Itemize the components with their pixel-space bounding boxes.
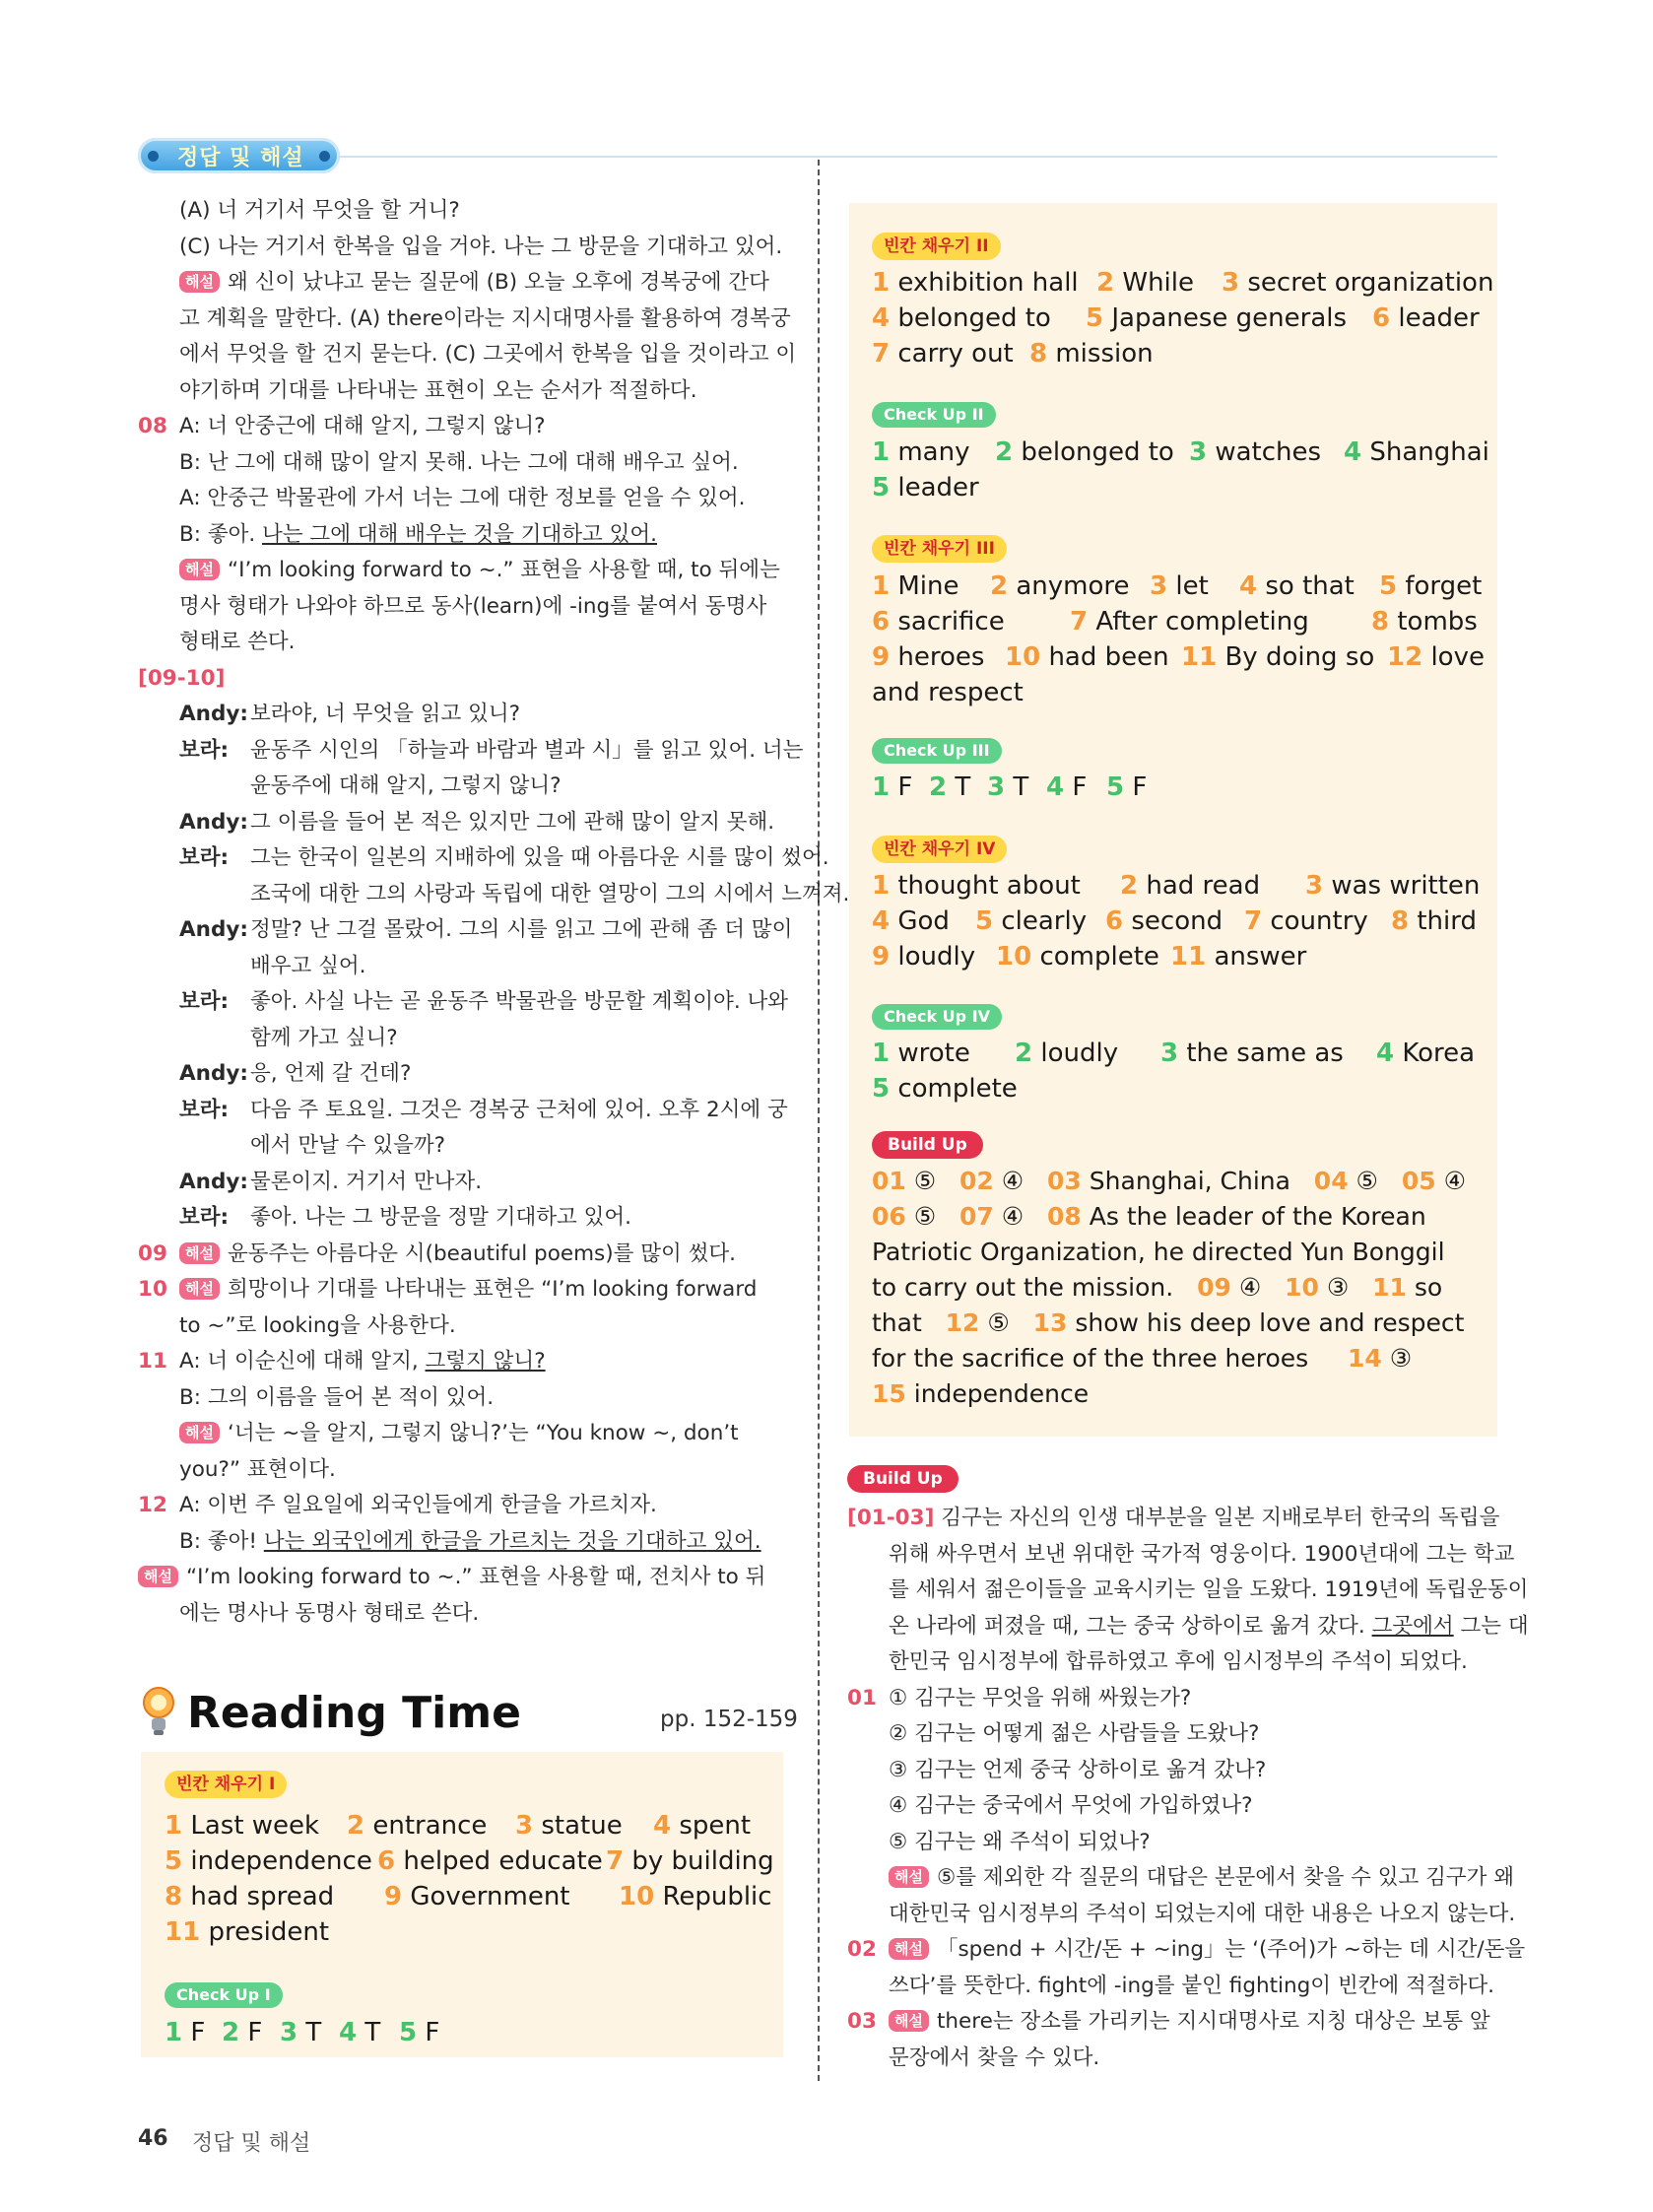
answer-item: 4 Shanghai: [1344, 437, 1489, 467]
text-line: 윤동주 시인의 「하늘과 바람과 별과 시」를 읽고 있어. 너는: [250, 737, 804, 763]
build-up-badge: Build Up: [872, 1131, 983, 1159]
text-line: A: 이번 주 일요일에 외국인들에게 한글을 가르치자.: [179, 1493, 657, 1517]
text-line: 다음 주 토요일. 그것은 경복궁 근처에 있어. 오후 2시에 궁: [250, 1097, 788, 1122]
blank-fill-badge-2: 빈칸 채우기 II: [872, 233, 1001, 260]
underlined-text: 그곳에서: [1371, 1613, 1454, 1639]
answer-item: 5 F: [1106, 772, 1148, 802]
answer-item: 5 clearly: [975, 906, 1088, 936]
answer-item: 2 F: [222, 2018, 263, 2047]
answer-item: 6 leader: [1372, 303, 1480, 333]
question-number: 12: [138, 1493, 167, 1517]
answer-item: 7 carry out: [872, 339, 1014, 369]
text-line: 대한민국 임시정부의 주석이 되었는지에 대한 내용은 나오지 않는다.: [889, 1901, 1516, 1926]
lightbulb-icon: [141, 1685, 176, 1738]
text-line: 정말? 난 그걸 몰랐어. 그의 시를 읽고 그에 관해 좀 더 많이: [250, 917, 793, 942]
answer-item: 11 answer: [1170, 942, 1307, 972]
answer-item: 5 Japanese generals: [1086, 303, 1348, 333]
text-line: B: 난 그에 대해 많이 알지 못해. 나는 그에 대해 배우고 싶어.: [179, 449, 739, 475]
underlined-text: 그렇지 않니?: [425, 1349, 546, 1374]
answer-item: 5 leader: [872, 473, 979, 503]
answer-item: 9 Government: [384, 1882, 570, 1911]
answer-item: 9 loudly: [872, 942, 976, 972]
question-number: 10: [138, 1277, 167, 1302]
section-header-title: 정답 및 해설: [177, 146, 304, 170]
answer-item: 2 belonged to: [995, 437, 1174, 467]
text-line: (A) 너 거기서 무엇을 할 거니?: [179, 198, 460, 223]
text-line: 「spend + 시간/돈 + ~ing」는 ‘(주어)가 ~하는 데 시간/돈을: [936, 1937, 1526, 1962]
text-line: ① 김구는 무엇을 위해 싸웠는가?: [889, 1685, 1192, 1710]
blank-fill-badge-4: 빈칸 채우기 IV: [872, 836, 1007, 863]
build-up-row-7: 15 independence: [872, 1379, 1090, 1408]
speaker-label: 보라:: [179, 737, 230, 763]
answer-item: 2 While: [1096, 268, 1194, 298]
answer-item: 4 belonged to: [872, 303, 1051, 333]
answer-item: 11 president: [165, 1917, 330, 1947]
answer-item: 5 complete: [872, 1074, 1018, 1104]
answer-item: 8 third: [1391, 906, 1477, 936]
answer-item: 3 T: [280, 2018, 322, 2047]
text-line: ‘너는 ~을 알지, 그렇지 않니?’는 “You know ~, don’t: [227, 1421, 739, 1445]
column-divider: [818, 160, 820, 2081]
text-line: 에는 명사나 동명사 형태로 쓴다.: [179, 1600, 480, 1626]
answer-item: 5 forget: [1379, 571, 1483, 601]
text-line: “I’m looking forward to ~.” 표현을 사용할 때, 전치사 to 뒤: [185, 1565, 766, 1589]
answer-item: 3 T: [987, 772, 1029, 802]
answer-item: 1 exhibition hall: [872, 268, 1079, 298]
text-line: 배우고 싶어.: [250, 953, 366, 978]
build-up-row-4: to carry out the mission. 09 ④ 10 ③ 11 so: [872, 1273, 1443, 1302]
header-rule: [325, 156, 1497, 158]
answer-item: 3 let: [1150, 571, 1209, 601]
build-up-row-3: Patriotic Organization, he directed Yun Bonggil: [872, 1238, 1445, 1266]
text-line: A: 너 이순신에 대해 알지,: [179, 1349, 426, 1374]
build-up-row-5: that 12 ⑤ 13 show his deep love and respect: [872, 1308, 1465, 1337]
speaker-label: Andy:: [179, 809, 248, 835]
explanation-tag: 해설: [179, 1278, 220, 1300]
answer-item: 5 independence: [165, 1846, 372, 1876]
answer-item: 6 helped educate: [377, 1846, 603, 1876]
text-line: 온 나라에 퍼졌을 때, 그는 중국 상하이로 옮겨 갔다.: [889, 1613, 1372, 1639]
text-line: 에서 만날 수 있을까?: [250, 1133, 446, 1158]
text-line: B: 좋아.: [179, 521, 263, 547]
check-up-badge-4: Check Up IV: [872, 1004, 1002, 1030]
text-line: 김구는 자신의 인생 대부분을 일본 지배로부터 한국의 독립을: [941, 1506, 1500, 1530]
text-line: 를 세워서 젊은이들을 교육시키는 일을 도왔다. 1919년에 독립운동이: [889, 1577, 1529, 1602]
speaker-label: Andy:: [179, 1169, 248, 1194]
question-number: 11: [138, 1349, 167, 1374]
text-line: 명사 형태가 나와야 하므로 동사(learn)에 -ing를 붙여서 동명사: [179, 593, 767, 619]
speaker-label: Andy:: [179, 1061, 248, 1086]
left-column-explanations: [138, 193, 850, 1632]
text-line: 조국에 대한 그의 사랑과 독립에 대한 열망이 그의 시에서 느껴져.: [250, 881, 850, 906]
underlined-text: 나는 그에 대해 배우는 것을 기대하고 있어.: [262, 521, 657, 547]
text-line: 야기하며 기대를 나타내는 표현이 오는 순서가 적절하다.: [179, 377, 697, 403]
text-line: to ~”로 looking을 사용한다.: [179, 1312, 456, 1338]
text-line: 형태로 쓴다.: [179, 630, 296, 654]
answer-item: 3 secret organization: [1222, 268, 1494, 298]
text-line: there는 장소를 가리키는 지시대명사로 지칭 대상은 보통 앞: [936, 2009, 1490, 2034]
question-range: [09-10]: [138, 665, 226, 691]
answer-item: 3 watches: [1189, 437, 1322, 467]
explanation-tag: 해설: [179, 271, 220, 293]
answer-item: 10 complete: [996, 942, 1159, 972]
footer-label: 정답 및 해설: [192, 2131, 311, 2156]
reading-time-title: Reading Time: [187, 1688, 521, 1738]
build-up-row-2: 06 ⑤ 07 ④ 08 As the leader of the Korean: [872, 1202, 1426, 1231]
answer-item: 9 heroes: [872, 642, 985, 672]
explanation-tag: 해설: [889, 1866, 929, 1888]
answer-item: 3 the same as: [1160, 1039, 1344, 1068]
build-up-badge-2: Build Up: [847, 1465, 959, 1493]
answer-item: 4 Korea: [1376, 1039, 1476, 1068]
text-line: ④ 김구는 중국에서 무엇에 가입하였나?: [889, 1793, 1253, 1818]
page-number: 46: [138, 2126, 168, 2151]
explanation-tag: 해설: [889, 2010, 929, 2032]
answer-item: 3 was written: [1305, 871, 1481, 901]
explanation-tag: 해설: [179, 1422, 220, 1443]
text-line: ③ 김구는 언제 중국 상하이로 옮겨 갔나?: [889, 1757, 1267, 1782]
check-up-badge-3: Check Up III: [872, 738, 1002, 764]
text-line: you?” 표현이다.: [179, 1456, 336, 1482]
text-line: B: 그의 이름을 들어 본 적이 있어.: [179, 1384, 495, 1410]
blank-fill-badge-3: 빈칸 채우기 III: [872, 535, 1007, 563]
question-number: 08: [138, 414, 167, 438]
underlined-text: 나는 외국인에게 한글을 가르치는 것을 기대하고 있어.: [263, 1528, 761, 1554]
text-line: 그 이름을 들어 본 적은 있지만 그에 관해 많이 알지 못해.: [250, 809, 775, 835]
check-up-badge-1: Check Up I: [165, 1982, 283, 2008]
answer-item: 8 had spread: [165, 1882, 335, 1911]
build-up-row-6: for the sacrifice of the three heroes 14 ③: [872, 1344, 1413, 1373]
question-range: [01-03]: [847, 1506, 935, 1530]
answer-item: 1 Last week: [165, 1811, 320, 1841]
reading-time-pages: pp. 152-159: [660, 1707, 798, 1732]
blank-fill-badge-1: 빈칸 채우기 I: [165, 1771, 287, 1798]
answer-item: 1 thought about: [872, 871, 1081, 901]
answer-item: 10 Republic: [619, 1882, 772, 1911]
answer-item: 7 After completing: [1070, 607, 1309, 637]
text-line: ⑤를 제외한 각 질문의 대답은 본문에서 찾을 수 있고 김구가 왜: [936, 1865, 1515, 1890]
answer-item: 6 second: [1105, 906, 1223, 936]
speaker-label: Andy:: [179, 702, 248, 726]
answer-item: 4 God: [872, 906, 950, 936]
build-up-row-1: 01 ⑤ 02 ④ 03 Shanghai, China 04 ⑤ 05 ④: [872, 1167, 1466, 1195]
text-line: 문장에서 찾을 수 있다.: [889, 2044, 1100, 2070]
text-line: 윤동주에 대해 알지, 그렇지 않니?: [250, 773, 562, 798]
text-line: 희망이나 기대를 나타내는 표현은 “I’m looking forward: [227, 1277, 758, 1302]
answer-item: 10 had been: [1005, 642, 1169, 672]
answer-item: 2 had read: [1120, 871, 1261, 901]
answer-item: 2 loudly: [1015, 1039, 1119, 1068]
answer-item: 5 F: [399, 2018, 440, 2047]
question-number: 03: [847, 2009, 877, 2034]
answer-item: 8 tombs: [1371, 607, 1478, 637]
text-line: ⑤ 김구는 왜 주석이 되었나?: [889, 1829, 1151, 1854]
question-number: 01: [847, 1685, 877, 1710]
answer-item: 12 love: [1387, 642, 1485, 672]
answer-item: 1 many: [872, 437, 970, 467]
answer-item: 6 sacrifice: [872, 607, 1005, 637]
speaker-label: 보라:: [179, 989, 230, 1014]
text-line: A: 너 안중근에 대해 알지, 그렇지 않니?: [179, 414, 546, 438]
text-line: 왜 신이 났냐고 묻는 질문에 (B) 오늘 오후에 경복궁에 간다: [227, 270, 769, 295]
answer-item: 7 country: [1244, 906, 1368, 936]
answer-item: 1 wrote: [872, 1039, 970, 1068]
speaker-label: 보라:: [179, 1097, 230, 1122]
answer-item: 1 F: [872, 772, 913, 802]
text-line: 응, 언제 갈 건데?: [250, 1061, 412, 1086]
text-line: 그는 대: [1453, 1613, 1529, 1639]
text-line: 에서 무엇을 할 건지 묻는다. (C) 그곳에서 한복을 입을 것이라고 이: [179, 342, 797, 367]
answer-item: 4 F: [1046, 772, 1088, 802]
answer-item: 7 by building: [606, 1846, 774, 1876]
text-line: 함께 가고 싶니?: [250, 1025, 398, 1050]
answer-item: 3 statue: [515, 1811, 623, 1841]
answer-item: 2 entrance: [347, 1811, 488, 1841]
right-column-explanations: [847, 1501, 1529, 2076]
text-line: 좋아. 사실 나는 곧 윤동주 박물관을 방문할 계획이야. 나와: [250, 989, 789, 1014]
check-up-badge-2: Check Up II: [872, 402, 996, 428]
text-line: 고 계획을 말한다. (A) there이라는 지시대명사를 활용하여 경복궁: [179, 305, 791, 331]
text-line: 물론이지. 거기서 만나자.: [250, 1169, 483, 1194]
answer-item: 1 F: [165, 2018, 206, 2047]
text-line: 보라야, 너 무엇을 읽고 있니?: [250, 702, 521, 726]
answer-item: 1 Mine: [872, 571, 959, 601]
answer-item: 11 By doing so: [1181, 642, 1375, 672]
answer-item: and respect: [872, 678, 1024, 707]
speaker-label: Andy:: [179, 917, 248, 942]
answer-item: 4 T: [339, 2018, 381, 2047]
answer-item: 4 spent: [653, 1811, 752, 1841]
bullet-dot-icon: [148, 151, 159, 162]
text-line: 윤동주는 아름다운 시(beautiful poems)를 많이 썼다.: [227, 1240, 736, 1266]
explanation-tag: 해설: [889, 1938, 929, 1960]
text-line: 쓰다’를 뜻한다. fight에 -ing를 붙인 fighting이 빈칸에 적절하다.: [889, 1973, 1494, 1998]
text-line: “I’m looking forward to ~.” 표현을 사용할 때, to 뒤에는: [227, 558, 780, 582]
explanation-tag: 해설: [179, 1242, 220, 1264]
answer-item: 4 so that: [1239, 571, 1355, 601]
text-line: ② 김구는 어떻게 젊은 사람들을 도왔나?: [889, 1721, 1260, 1746]
speaker-label: 보라:: [179, 845, 230, 870]
answer-item: 2 anymore: [990, 571, 1130, 601]
explanation-tag: 해설: [138, 1566, 178, 1587]
answer-item: 2 T: [929, 772, 971, 802]
text-line: 좋아. 나는 그 방문을 정말 기대하고 있어.: [250, 1205, 631, 1230]
text-line: 그는 한국이 일본의 지배하에 있을 때 아름다운 시를 많이 썼어.: [250, 845, 829, 870]
question-number: 09: [138, 1240, 167, 1266]
text-line: 위해 싸우면서 보낸 위대한 국가적 영웅이다. 1900년대에 그는 학교: [889, 1541, 1515, 1567]
speaker-label: 보라:: [179, 1205, 230, 1230]
section-header-badge: [138, 138, 340, 173]
text-line: 한민국 임시정부에 합류하였고 후에 임시정부의 주석이 되었다.: [889, 1649, 1468, 1674]
bullet-dot-icon: [319, 151, 330, 162]
text-line: (C) 나는 거기서 한복을 입을 거야. 나는 그 방문을 기대하고 있어.: [179, 234, 783, 259]
text-line: B: 좋아!: [179, 1528, 264, 1554]
explanation-tag: 해설: [179, 559, 220, 580]
question-number: 02: [847, 1937, 877, 1962]
text-line: A: 안중근 박물관에 가서 너는 그에 대한 정보를 얻을 수 있어.: [179, 486, 746, 510]
answer-item: 8 mission: [1029, 339, 1154, 369]
